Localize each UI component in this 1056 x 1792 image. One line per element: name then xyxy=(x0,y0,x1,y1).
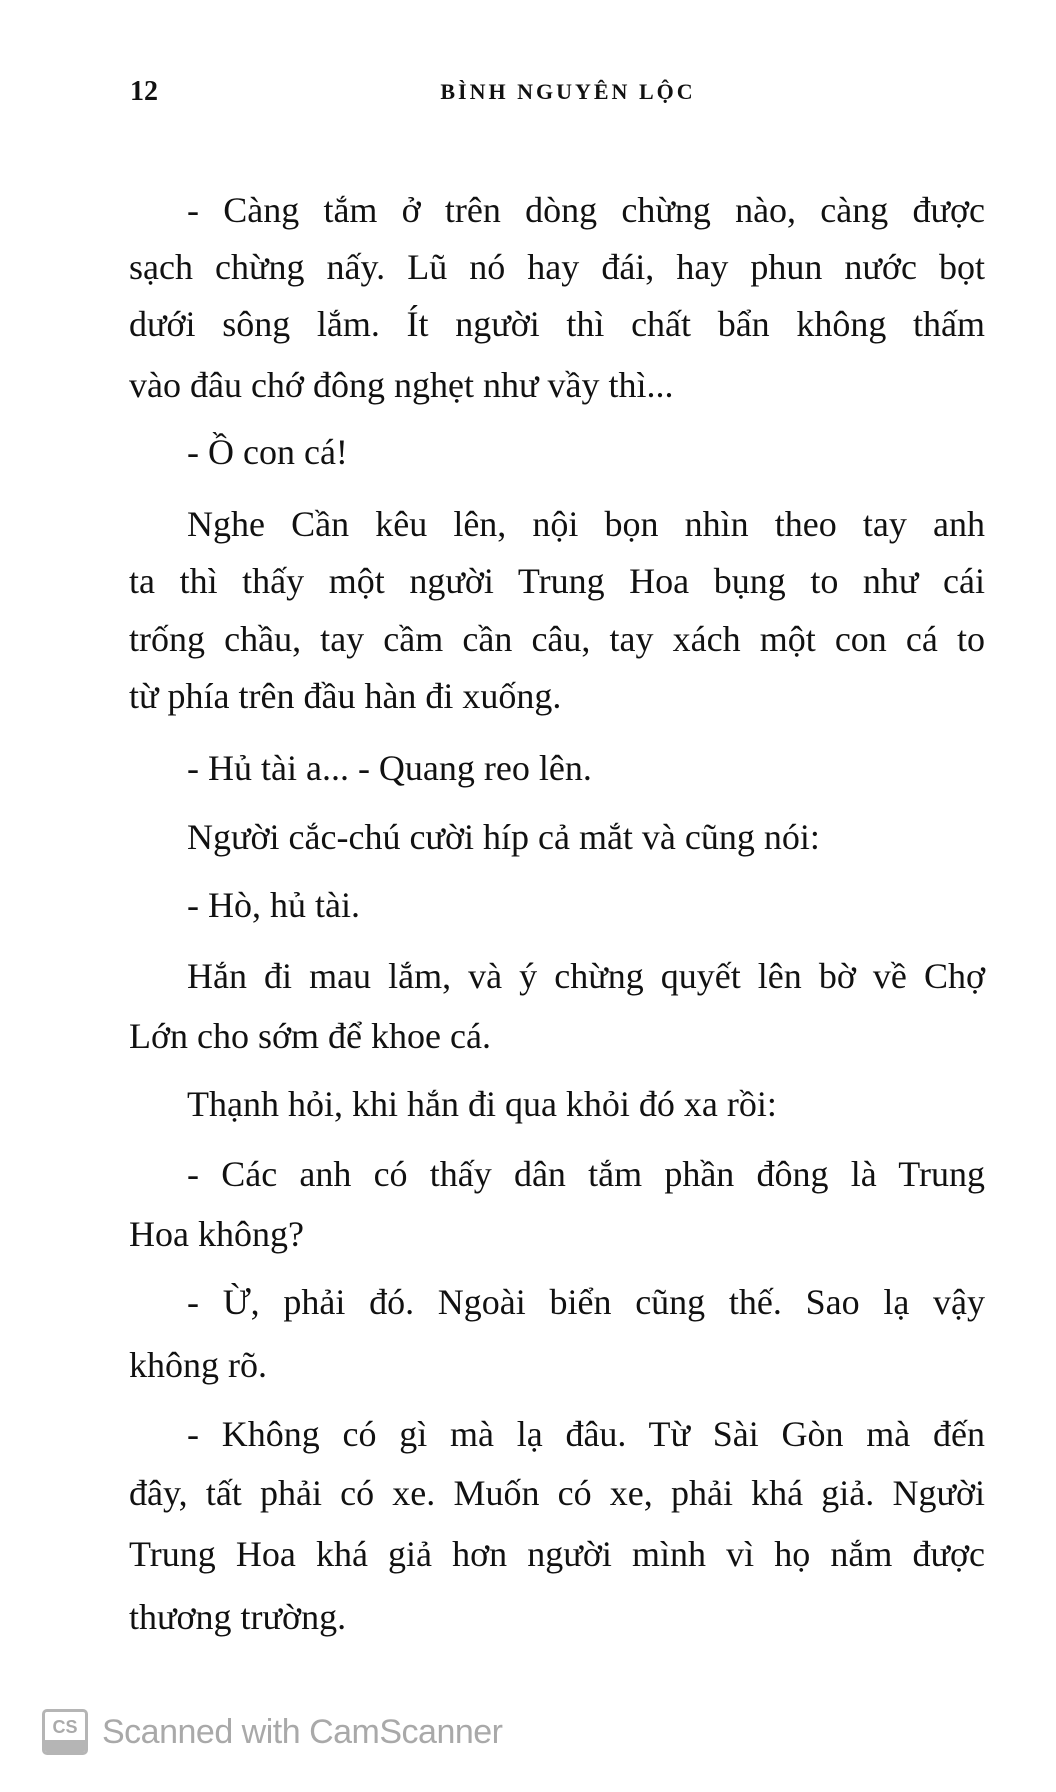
camscanner-watermark xyxy=(42,1708,503,1756)
text-line: Nghe Cần kêu lên, nội bọn nhìn theo tay anh xyxy=(187,504,985,544)
text-line: thương trường. xyxy=(129,1597,347,1637)
text-line: vào đâu chớ đông nghẹt như vầy thì... xyxy=(129,365,674,405)
text-line: Thạnh hỏi, khi hắn đi qua khỏi đó xa rồi: xyxy=(187,1084,777,1124)
text-line: Người cắc-chú cười híp cả mắt và cũng nói: xyxy=(187,817,820,857)
text-line: Hắn đi mau lắm, và ý chừng quyết lên bờ về Chợ xyxy=(187,956,985,996)
text-line: dưới sông lắm. Ít người thì chất bẩn không thấm xyxy=(129,304,985,344)
text-line: không rõ. xyxy=(129,1345,267,1385)
text-line: trống chầu, tay cầm cần câu, tay xách một con cá to xyxy=(129,619,985,659)
text-line: Trung Hoa khá giả hơn người mình vì họ nắm được xyxy=(129,1534,985,1574)
text-line: - Ừ, phải đó. Ngoài biển cũng thế. Sao lạ vậy xyxy=(187,1282,985,1322)
page-number: 12 xyxy=(130,76,158,107)
text-line: ta thì thấy một người Trung Hoa bụng to như cái xyxy=(129,561,985,601)
watermark-text: Scanned with CamScanner xyxy=(102,1712,503,1751)
text-line: Hoa không? xyxy=(129,1214,304,1254)
text-line: sạch chừng nấy. Lũ nó hay đái, hay phun nước bọt xyxy=(129,247,985,287)
text-line: - Hủ tài a... - Quang reo lên. xyxy=(187,748,592,788)
camscanner-logo-icon: CS xyxy=(42,1709,88,1755)
text-line: - Các anh có thấy dân tắm phần đông là Trung xyxy=(187,1154,985,1194)
text-line: từ phía trên đầu hàn đi xuống. xyxy=(129,676,562,716)
text-line: - Hò, hủ tài. xyxy=(187,885,360,925)
text-line: - Không có gì mà lạ đâu. Từ Sài Gòn mà đến xyxy=(187,1414,985,1454)
running-title: BÌNH NGUYÊN LỘC xyxy=(440,79,696,104)
text-line: đây, tất phải có xe. Muốn có xe, phải khá giả. Người xyxy=(129,1473,985,1513)
text-line: - Càng tắm ở trên dòng chừng nào, càng được xyxy=(187,190,985,230)
text-line: Lớn cho sớm để khoe cá. xyxy=(129,1016,491,1056)
text-line: - Ồ con cá! xyxy=(187,432,348,472)
